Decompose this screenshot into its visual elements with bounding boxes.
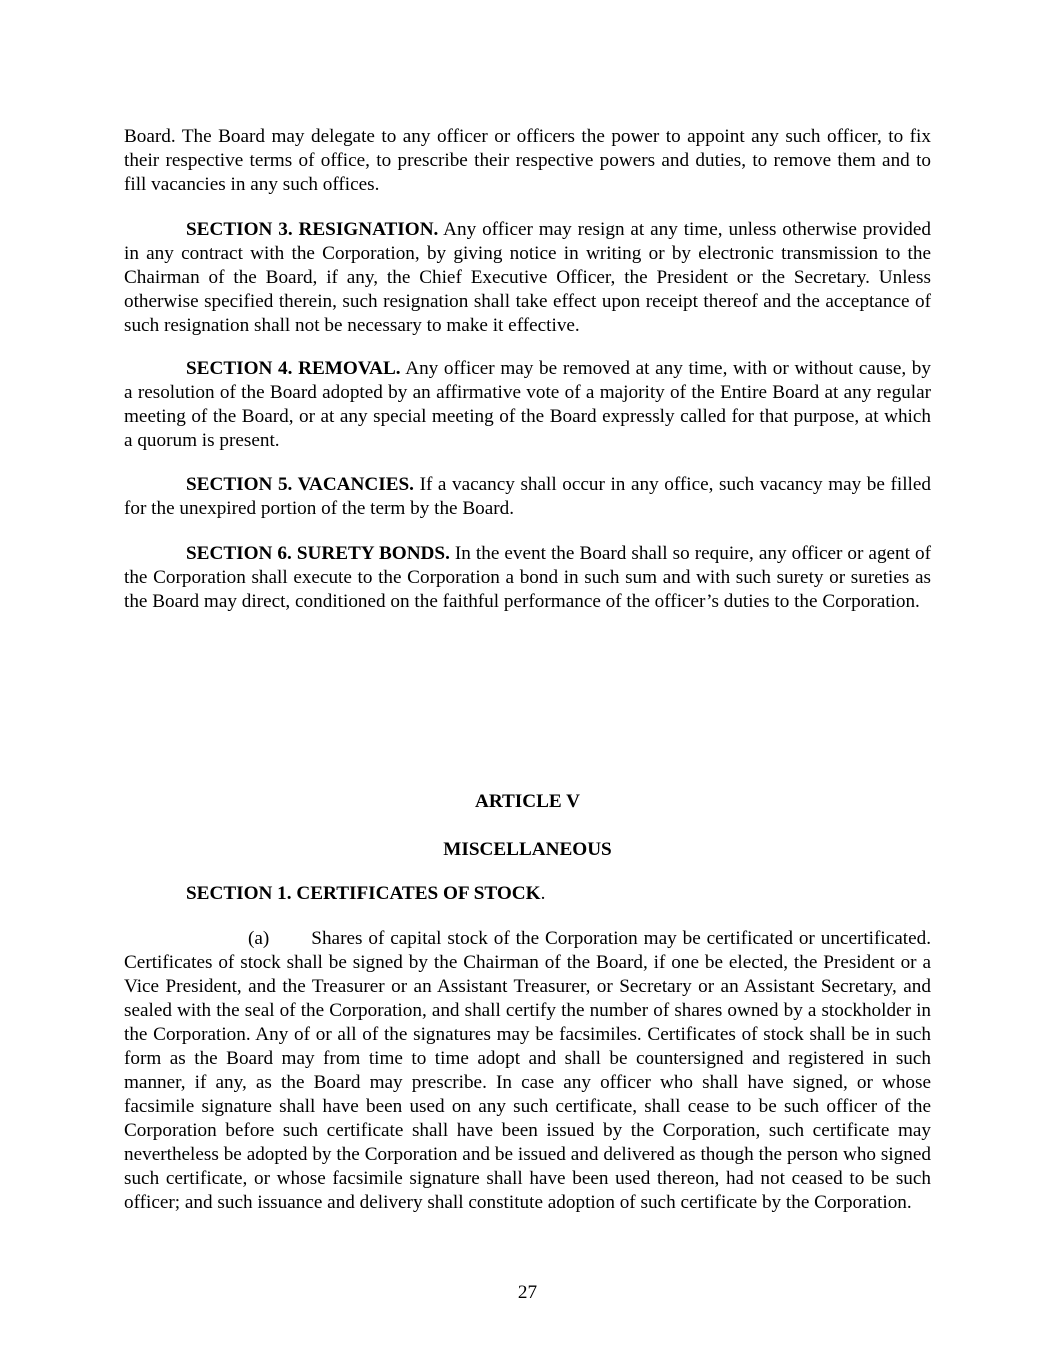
section-4-heading: SECTION 4. REMOVAL. bbox=[186, 358, 401, 379]
section-3-body: Any officer may resign at any time, unless otherwise provided in any contract with the Corporation, by giving notice in writing or by electronic transmission to the Chairman of the Board, if any, the Chief Executive Officer, the President or the Secretary. Unless otherwise specified therein, such resignation shall take effect upon receipt thereof and the acceptance of such resignation shall not be necessary to make it effective. bbox=[124, 219, 931, 336]
section-5-body: If a vacancy shall occur in any office, such vacancy may be filled for the unexpired portion of the term by the Board. bbox=[124, 474, 931, 519]
subsection-a-body: Shares of capital stock of the Corporation may be certificated or uncertificated. Certificates of stock shall be signed by the Chairman of the Board, if one be elected, the President or a Vice President, and the Treasurer or an Assistant Treasurer, or Secretary or an Assistant Secretary, and sealed with the seal of the Corporation, and shall certify the number of shares owned by a stockholder in the Corporation. Any of or all of the signatures may be facsimiles. Certificates of stock shall be in such form as the Board may from time to time adopt and shall be countersigned and registered in such manner, if any, as the Board may prescribe. In case any officer who shall have signed, or whose facsimile signature shall have been used on any such certificate, shall cease to be such officer of the Corporation before such certificate shall have been issued by the Corporation, such certificate may nevertheless be adopted by the Corporation and be issued and delivered as though the person who signed such certificate, or whose facsimile signature shall have been used thereon, had not ceased to be such officer; and such issuance and delivery shall constitute adoption of such certificate by the Corporation. bbox=[124, 928, 931, 1213]
page-number: 27 bbox=[517, 1282, 538, 1303]
section-5-vacancies bbox=[124, 473, 931, 521]
continuation-paragraph: Board. The Board may delegate to any officer or officers the power to appoint any such officer, to fix their respective terms of office, to prescribe their respective powers and duties, to remove them and to fill vacancies in any such offices. bbox=[124, 126, 931, 195]
article-number: ARTICLE V bbox=[474, 791, 581, 812]
article-section-1-trailing: . bbox=[540, 883, 546, 904]
article-section-1-heading: SECTION 1. CERTIFICATES OF STOCK bbox=[186, 883, 541, 904]
article-section-1 bbox=[124, 882, 931, 906]
section-6-body: In the event the Board shall so require, any officer or agent of the Corporation shall execute to the Corporation a bond in such sum and with such surety or sureties as the Board may direct, conditioned on the faithful performance of the officer’s duties to the Corporation. bbox=[124, 543, 931, 612]
article-title: MISCELLANEOUS bbox=[443, 839, 612, 860]
section-3-resignation bbox=[124, 218, 931, 338]
section-4-body: Any officer may be removed at any time, with or without cause, by a resolution of the Board adopted by an affirmative vote of a majority of the Entire Board at any regular meeting of the Board, or at any special meeting of the Board expressly called for that purpose, at which a quorum is present. bbox=[124, 358, 931, 451]
section-4-removal bbox=[124, 357, 931, 453]
subsection-a-label: (a) bbox=[248, 928, 270, 949]
section-3-heading: SECTION 3. RESIGNATION. bbox=[186, 219, 439, 240]
subsection-a bbox=[124, 927, 931, 1215]
section-6-heading: SECTION 6. SURETY BONDS. bbox=[186, 543, 450, 564]
section-5-heading: SECTION 5. VACANCIES. bbox=[186, 474, 414, 495]
section-6-surety-bonds bbox=[124, 542, 931, 614]
